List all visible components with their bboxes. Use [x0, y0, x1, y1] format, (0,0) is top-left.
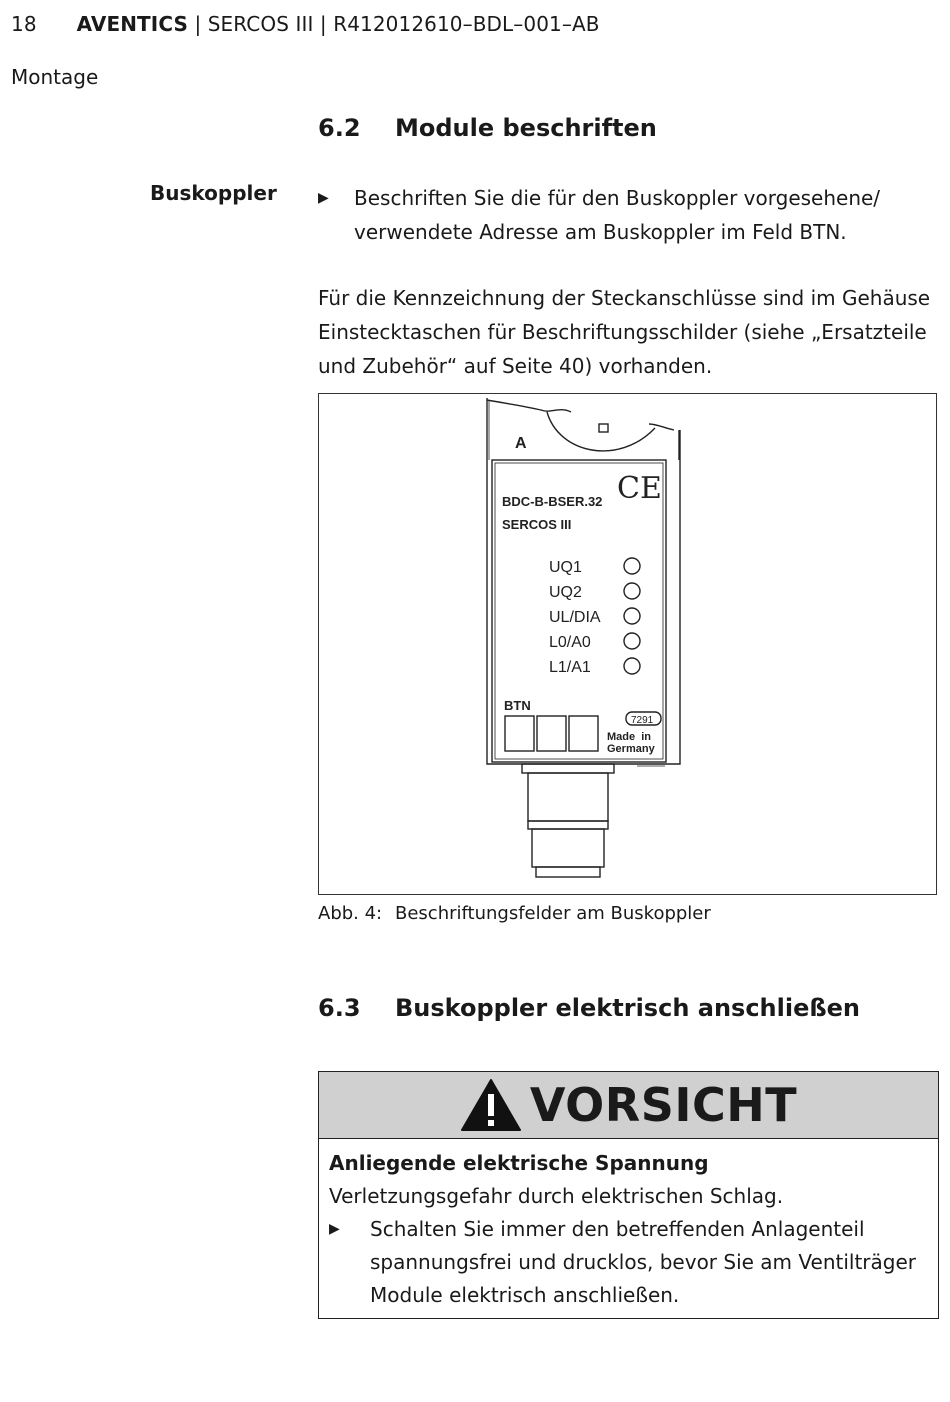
section-title: Module beschriften	[395, 114, 657, 142]
document-id: | SERCOS III | R412012610–BDL–001–AB	[188, 12, 600, 36]
warning-triangle-icon	[460, 1078, 522, 1132]
germany-label: Germany	[607, 743, 655, 755]
warning-body	[319, 1139, 938, 1312]
made-in-label: Made in	[607, 731, 652, 743]
instruction-bullet	[318, 181, 918, 249]
figure-frame	[318, 393, 937, 895]
warning-header	[319, 1072, 938, 1139]
caption-text: Beschriftungsfelder am Buskoppler	[395, 903, 711, 924]
margin-note: Buskoppler	[150, 181, 277, 205]
chapter-label: Montage	[11, 65, 99, 89]
figure-caption	[318, 903, 711, 924]
warning-instruction-text: Schalten Sie immer den betreffenden Anlagenteil spannungsfrei und drucklos, bevor Sie am Ventilträger Module elektrisch anschließen.	[370, 1217, 917, 1307]
led-label-uq2: UQ2	[549, 584, 582, 601]
warning-box	[318, 1071, 939, 1319]
led-label-l0-a0: L0/A0	[549, 634, 591, 651]
warning-instruction	[329, 1213, 928, 1312]
led-label-uq1: UQ1	[549, 559, 582, 576]
code-label: 7291	[631, 715, 654, 726]
model-label: BDC-B-BSER.32	[502, 494, 603, 509]
led-label-ul-dia: UL/DIA	[549, 609, 601, 626]
warning-heading: Anliegende elektrische Spannung	[329, 1151, 709, 1175]
btn-label: BTN	[504, 698, 531, 713]
label-a: A	[515, 435, 527, 452]
instruction-text: Beschriften Sie die für den Buskoppler vorgesehene/ verwendete Adresse am Buskoppler im Feld BTN.	[354, 186, 881, 244]
caption-label: Abb. 4:	[318, 903, 383, 924]
body-paragraph: Für die Kennzeichnung der Steckanschlüsse sind im Gehäuse Einstecktaschen für Beschriftungsschilder (siehe „Ersatzteile und Zubehör“ auf Seite 40) vorhanden.	[318, 286, 931, 378]
brand-name: AVENTICS	[76, 12, 188, 36]
section-number: 6.2	[318, 114, 361, 142]
led-label-l1-a1: L1/A1	[549, 659, 591, 676]
bus-coupler-drawing	[319, 394, 935, 893]
section-heading-6-2	[318, 114, 657, 142]
section-heading-6-3	[318, 994, 860, 1022]
warning-consequence: Verletzungsgefahr durch elektrischen Schlag.	[329, 1184, 784, 1208]
ce-mark: CE	[617, 471, 662, 506]
page-number: 18	[11, 12, 37, 36]
triangle-right-icon: ▶	[318, 190, 329, 206]
warning-title: VORSICHT	[529, 1078, 798, 1132]
section-title: Buskoppler elektrisch anschließen	[395, 994, 860, 1022]
section-number: 6.3	[318, 994, 361, 1022]
page-header	[11, 12, 600, 36]
triangle-right-icon: ▶	[329, 1221, 340, 1237]
protocol-label: SERCOS III	[502, 517, 572, 532]
